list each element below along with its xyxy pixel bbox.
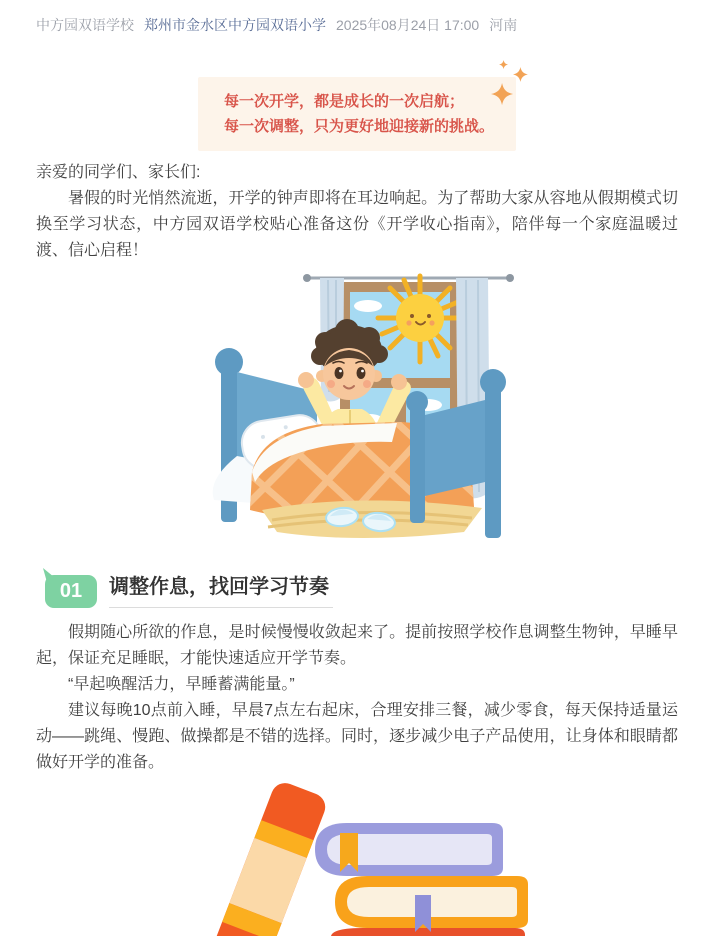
sun-icon [378, 276, 462, 362]
book-middle [335, 876, 528, 928]
intro-block [36, 160, 678, 264]
account-name: 中方园双语学校 [36, 17, 134, 33]
quote-line-1: 每一次开学，都是成长的一次启航； [224, 93, 465, 110]
section-title: 调整作息，找回学习节奏 [109, 575, 333, 608]
publish-timestamp: 2025年08月24日 17:00 [336, 17, 480, 33]
quote-line-2: 每一次调整，只为更好地迎接新的挑战。 [224, 118, 495, 135]
wake-up-illustration [192, 270, 522, 545]
source-account-link[interactable]: 郑州市金水区中方园双语小学 [144, 17, 326, 33]
publish-region: 河南 [489, 17, 518, 33]
book-bottom [327, 928, 525, 936]
section1-paragraph-2: “早起唤醒活力，早睡蓄满能量。” [68, 676, 295, 693]
sparkle-icon [490, 60, 532, 108]
quote-box [198, 77, 516, 151]
section-number-badge: 01 [45, 575, 97, 608]
section1-paragraph-3: 建议每晚10点前入睡，早晨7点左右起床，合理安排三餐，减少零食，每天保持适量运动——跳绳、慢跑、做操都是不错的选择。同时，逐步减少电子产品使用，让身体和眼睛都做好开学的准备。 [36, 702, 678, 771]
books-illustration-svg [177, 776, 537, 936]
books-illustration [177, 776, 537, 936]
section1-paragraph-1: 假期随心所欲的作息，是时候慢慢收敛起来了。提前按照学校作息调整生物钟，早睡早起，保证充足睡眠，才能快速适应开学节奏。 [36, 624, 678, 667]
wake-up-illustration-svg [192, 270, 522, 545]
article-meta [0, 0, 714, 35]
intro-paragraph: 暑假的时光悄然流逝，开学的钟声即将在耳边响起。为了帮助大家从容地从假期模式切换至学习状态，中方园双语学校贴心准备这份《开学收心指南》，陪伴每一个家庭温暖过渡、信心启程！ [36, 190, 678, 259]
section1-body [36, 620, 678, 776]
greeting-line: 亲爱的同学们、家长们: [36, 164, 201, 181]
book-top [315, 823, 503, 876]
section1-heading [45, 575, 714, 608]
pencil [195, 779, 330, 936]
